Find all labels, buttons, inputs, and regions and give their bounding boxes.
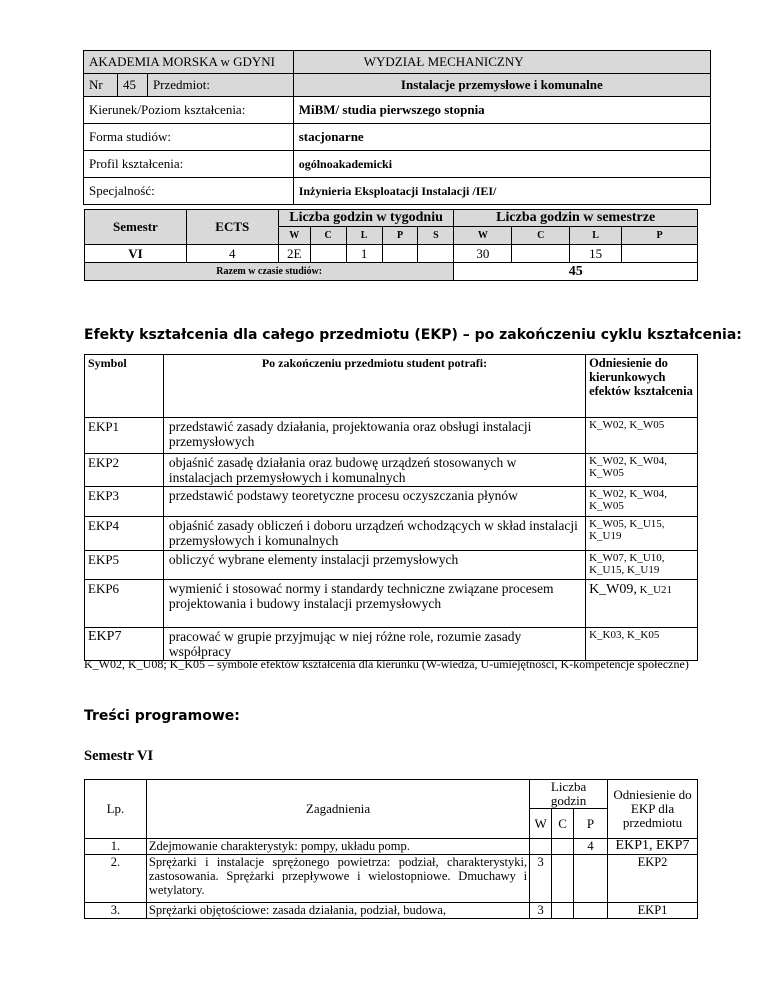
topic-text: Sprężarki objętościowe: zasada działania, podział, budowa, [146, 903, 529, 919]
outcome-symbol: EKP4 [85, 517, 164, 551]
study-form-label: Forma studiów: [84, 124, 294, 151]
subject-value: Instalacje przemysłowe i komunalne [293, 74, 710, 97]
field-label: Kierunek/Poziom kształcenia: [84, 97, 294, 124]
topic-lp: 3. [85, 903, 147, 919]
ects-value: 4 [186, 245, 278, 263]
weekly-hours-label: Liczba godzin w tygodniu [278, 210, 454, 227]
semester-col-l: L [570, 227, 622, 245]
semester-label: Semestr [85, 210, 187, 245]
weekly-col-l: L [346, 227, 382, 245]
outcome-row [85, 517, 698, 551]
outcome-desc: przedstawić podstawy teoretyczne procesu oczyszczania płynów [163, 487, 585, 517]
topic-ref: EKP1 [608, 903, 698, 919]
topic-hours-w: 3 [530, 903, 552, 919]
outcomes-col-desc: Po zakończeniu przedmiotu student potrafi: [163, 355, 585, 418]
weekly-p-value [382, 245, 418, 263]
weekly-col-c: C [310, 227, 346, 245]
semester-value: VI [85, 245, 187, 263]
topic-hours-c [552, 839, 574, 855]
outcome-symbol: EKP1 [85, 418, 164, 454]
nr-value: 45 [117, 74, 147, 97]
topics-col-lp: Lp. [85, 780, 147, 839]
faculty-name: WYDZIAŁ MECHANICZNY [293, 51, 710, 74]
outcomes-col-symbol: Symbol [85, 355, 164, 418]
weekly-s-value [418, 245, 454, 263]
outcome-ref: K_W07, K_U10, K_U15, K_U19 [586, 551, 698, 580]
outcomes-col-ref: Odniesienie do kierunkowych efektów kształcenia [586, 355, 698, 418]
field-value: MiBM/ studia pierwszego stopnia [293, 97, 710, 124]
total-value: 45 [454, 263, 698, 281]
profile-value: ogólnoakademicki [293, 151, 710, 178]
outcome-ref-extra: K_U21 [636, 584, 673, 596]
topic-hours-p [574, 903, 608, 919]
weekly-w-value: 2E [278, 245, 310, 263]
semester-hours-label: Liczba godzin w semestrze [454, 210, 698, 227]
weekly-l-value: 1 [346, 245, 382, 263]
course-header-table [83, 50, 711, 205]
weekly-col-s: S [418, 227, 454, 245]
semester-heading: Semestr VI [84, 748, 154, 764]
outcome-row [85, 580, 698, 628]
outcome-desc: objaśnić zasadę działania oraz budowę urządzeń stosowanych w instalacjach przemysłowych i komunalnych [163, 454, 585, 487]
outcome-desc: przedstawić zasady działania, projektowania oraz obsługi instalacji przemysłowych [163, 418, 585, 454]
topic-hours-p: 4 [574, 839, 608, 855]
semester-c-value [512, 245, 570, 263]
outcome-desc: wymienić i stosować normy i standardy techniczne związane procesem projektowania i budowy instalacji przemysłowych [163, 580, 585, 628]
university-name: AKADEMIA MORSKA w GDYNI [84, 51, 294, 74]
topic-row [85, 855, 698, 903]
nr-label: Nr [84, 74, 118, 97]
outcome-ref: K_W02, K_W04, K_W05 [586, 487, 698, 517]
semester-col-w: W [454, 227, 512, 245]
outcome-desc: obliczyć wybrane elementy instalacji przemysłowych [163, 551, 585, 580]
outcome-ref [586, 580, 698, 628]
hours-col-p: P [574, 809, 608, 839]
topic-lp: 1. [85, 839, 147, 855]
outcome-symbol: EKP5 [85, 551, 164, 580]
semester-col-c: C [512, 227, 570, 245]
semester-l-value: 15 [570, 245, 622, 263]
outcomes-table [84, 354, 698, 661]
semester-hours-table [84, 209, 698, 281]
ects-label: ECTS [186, 210, 278, 245]
outcome-ref: K_W05, K_U15, K_U19 [586, 517, 698, 551]
outcome-ref: K_W02, K_W04, K_W05 [586, 454, 698, 487]
weekly-col-w: W [278, 227, 310, 245]
outcomes-heading: Efekty kształcenia dla całego przedmiotu (EKP) – po zakończeniu cyklu kształcenia: [84, 327, 742, 343]
outcome-desc: objaśnić zasady obliczeń i doboru urządzeń wchodzących w skład instalacji przemysłowych i komunalnych [163, 517, 585, 551]
outcome-ref: K_K03, K_K05 [586, 628, 698, 661]
topic-lp: 2. [85, 855, 147, 903]
topics-col-hours: Liczba godzin [530, 780, 608, 809]
topic-hours-w: 3 [530, 855, 552, 903]
outcome-row [85, 551, 698, 580]
topic-ref: EKP2 [608, 855, 698, 903]
topic-row [85, 903, 698, 919]
topics-table [84, 779, 698, 919]
study-form-value: stacjonarne [293, 124, 710, 151]
outcome-symbol: EKP2 [85, 454, 164, 487]
outcome-desc: pracować w grupie przyjmując w niej różne role, rozumie zasady współpracy [163, 628, 585, 661]
outcome-symbol: EKP7 [85, 628, 164, 661]
topic-ref: EKP1, EKP7 [608, 839, 698, 855]
outcome-symbol: EKP3 [85, 487, 164, 517]
topic-hours-p [574, 855, 608, 903]
outcome-row [85, 628, 698, 661]
topic-text: Sprężarki i instalacje sprężonego powietrza: podział, charakterystyki, zastosowania. Sprężarki przepływowe i wielostopniowe. Dmuchawy i wetylatory. [146, 855, 529, 903]
specialty-label: Specjalność: [84, 178, 294, 205]
total-label: Razem w czasie studiów: [85, 263, 454, 281]
topics-col-topics: Zagadnienia [146, 780, 529, 839]
hours-col-c: C [552, 809, 574, 839]
outcome-ref: K_W02, K_W05 [586, 418, 698, 454]
profile-label: Profil kształcenia: [84, 151, 294, 178]
topic-hours-w [530, 839, 552, 855]
program-heading: Treści programowe: [84, 708, 240, 724]
weekly-col-p: P [382, 227, 418, 245]
semester-p-value [622, 245, 698, 263]
semester-col-p: P [622, 227, 698, 245]
subject-label: Przedmiot: [147, 74, 293, 97]
outcome-row [85, 487, 698, 517]
outcome-row [85, 454, 698, 487]
outcome-symbol: EKP6 [85, 580, 164, 628]
outcome-row [85, 418, 698, 454]
outcome-ref-main: K_W09, [589, 582, 637, 597]
weekly-c-value [310, 245, 346, 263]
specialty-value: Inżynieria Eksploatacji Instalacji /IEI/ [293, 178, 710, 205]
topics-col-ref: Odniesienie do EKP dla przedmiotu [608, 780, 698, 839]
topic-row [85, 839, 698, 855]
hours-col-w: W [530, 809, 552, 839]
topic-text: Zdejmowanie charakterystyk: pompy, układu pomp. [146, 839, 529, 855]
topic-hours-c [552, 903, 574, 919]
outcomes-footnote: K_W02, K_U08; K_K05 – symbole efektów kształcenia dla kierunku (W-wiedza, U-umiejętności, K-kompetencje społeczne) [84, 657, 689, 671]
topic-hours-c [552, 855, 574, 903]
semester-w-value: 30 [454, 245, 512, 263]
